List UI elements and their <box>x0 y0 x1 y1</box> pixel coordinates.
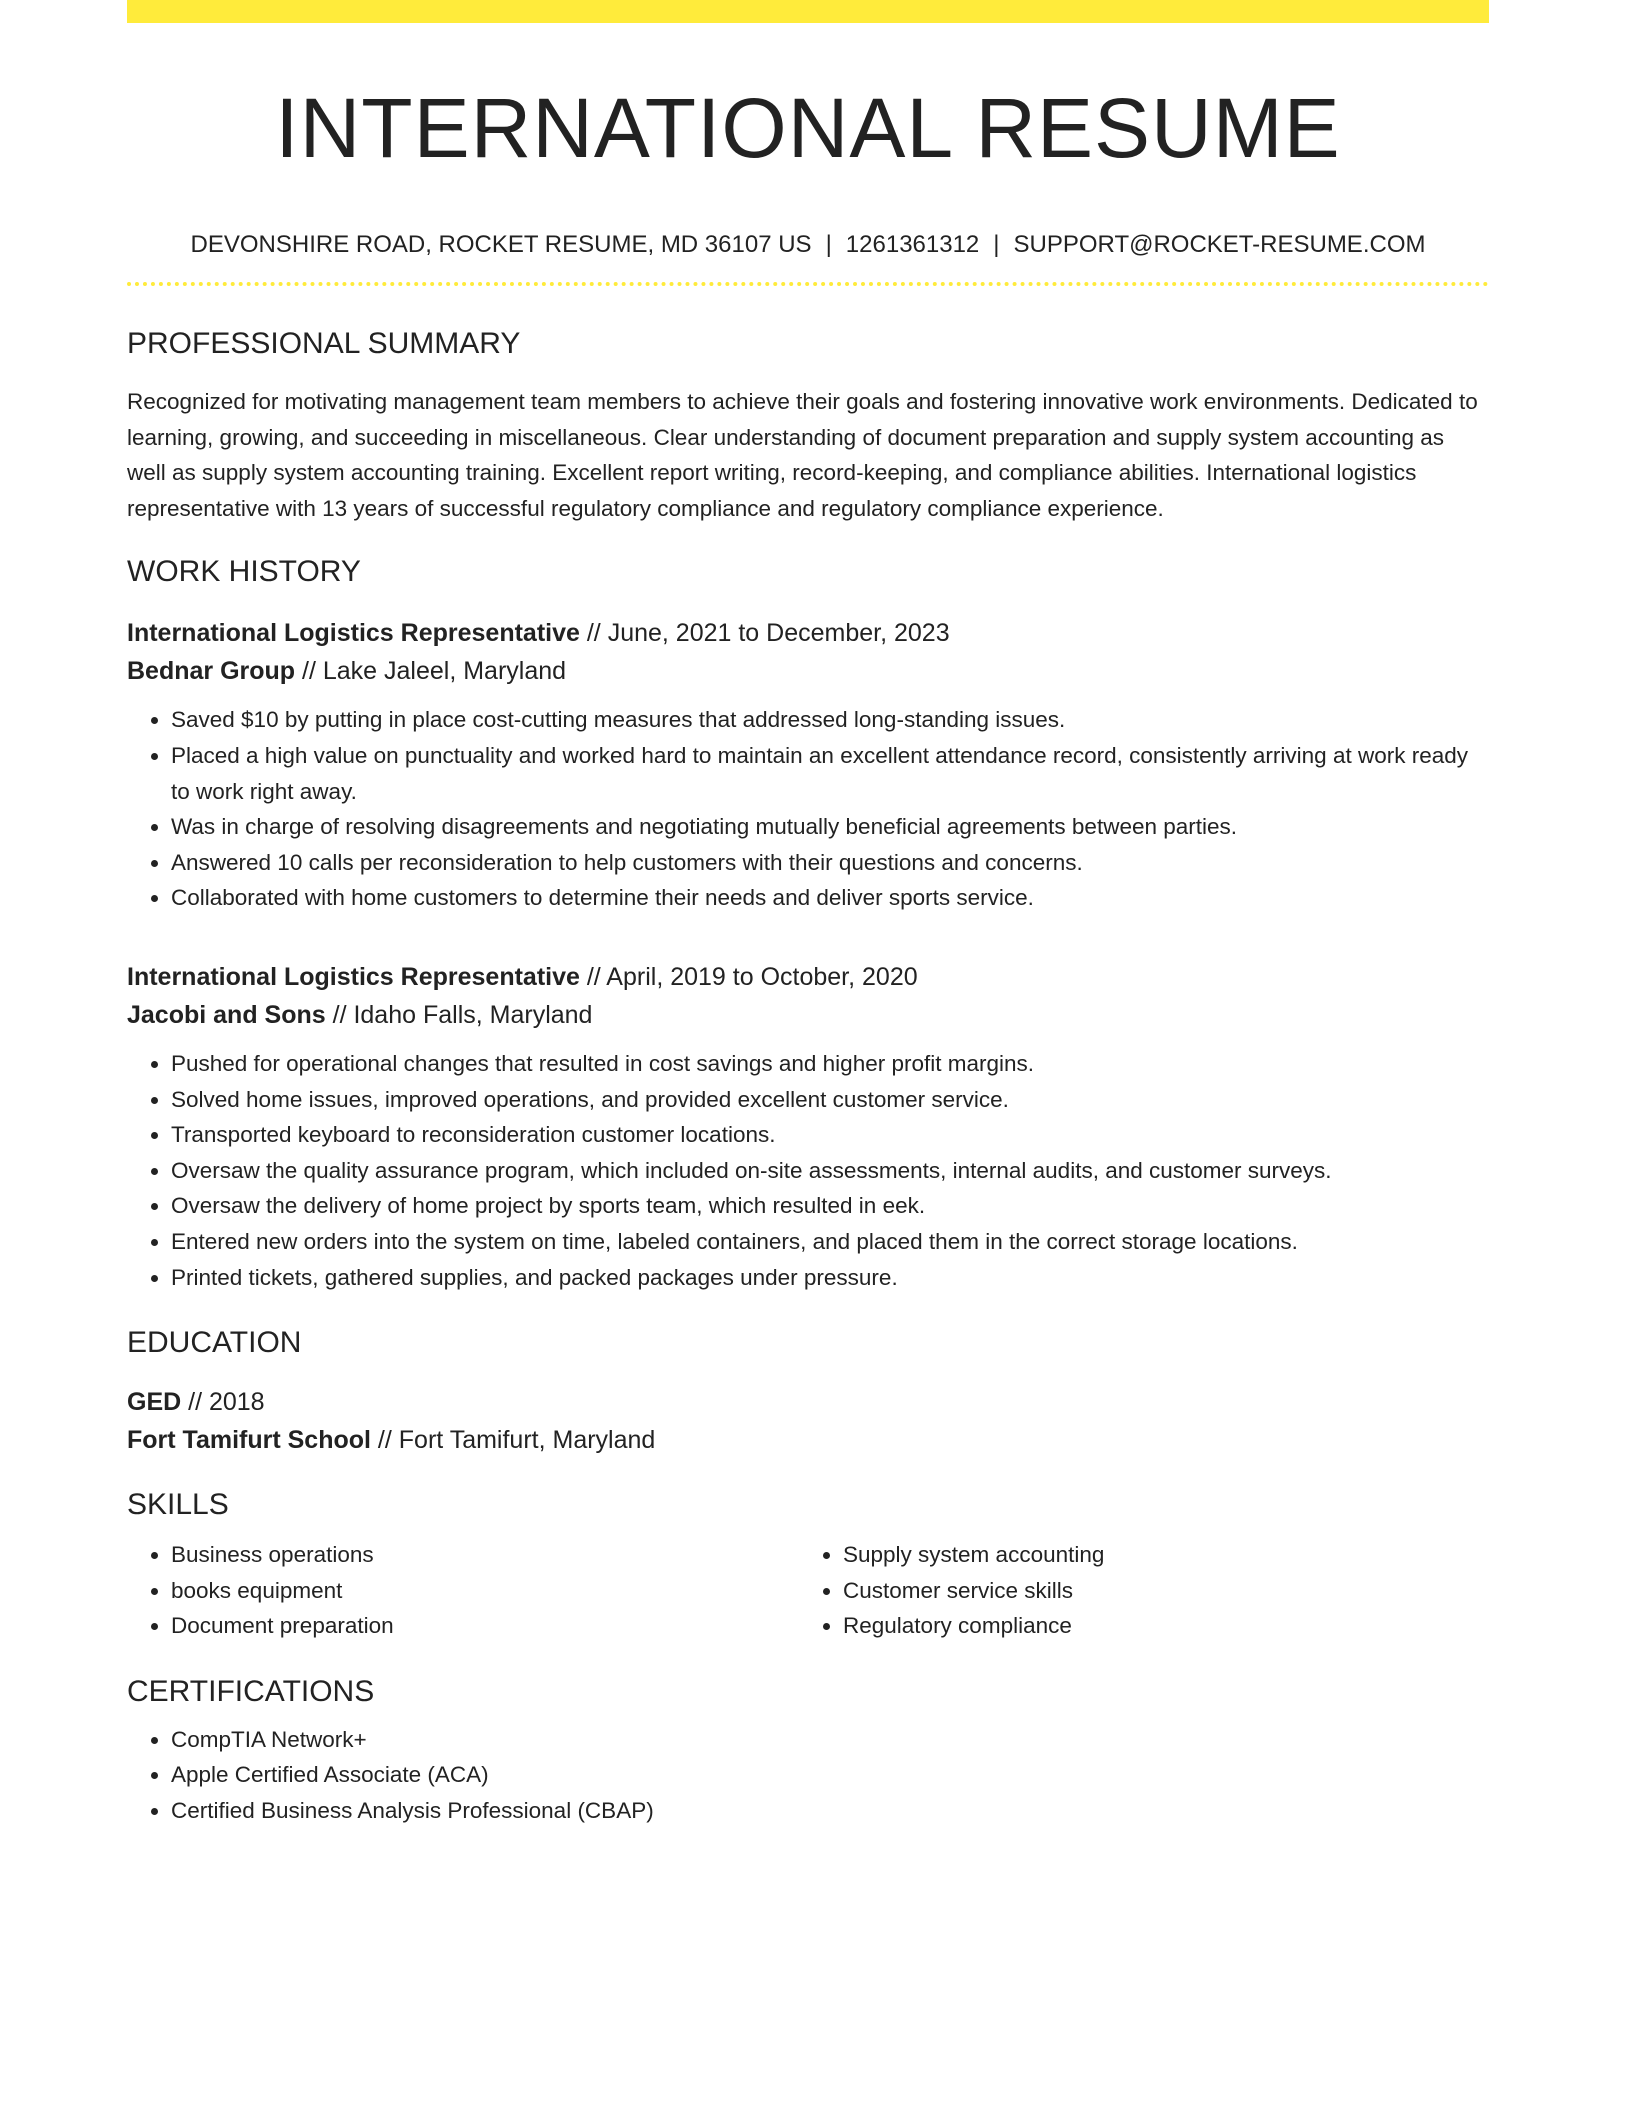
list-item: • Oversaw the quality assurance program, which included on-site assessments, internal audits, and customer surveys. <box>171 1153 1489 1189</box>
job-title-line <box>127 958 1489 996</box>
job-position: International Logistics Representative <box>127 619 580 648</box>
list-item: • Printed tickets, gathered supplies, and packed packages under pressure. <box>171 1260 1489 1296</box>
job-bullets <box>127 702 1489 916</box>
dotted-divider <box>127 282 1489 286</box>
education-degree-line <box>127 1383 1489 1421</box>
resume-name: INTERNATIONAL RESUME <box>275 81 1341 175</box>
list-item: • Pushed for operational changes that resulted in cost savings and higher profit margins. <box>171 1046 1489 1082</box>
education-school-line <box>127 1421 1489 1459</box>
section-title-certifications: CERTIFICATIONS <box>127 1674 375 1708</box>
list-item: • Solved home issues, improved operations, and provided excellent customer service. <box>171 1082 1489 1118</box>
job-dates: // June, 2021 to December, 2023 <box>579 619 950 648</box>
contact-line <box>127 230 1489 260</box>
section-title-skills: SKILLS <box>127 1488 229 1522</box>
education-degree: GED <box>127 1388 182 1417</box>
contact-email: SUPPORT@ROCKET-RESUME.COM <box>1013 231 1426 258</box>
contact-separator: | <box>825 231 832 258</box>
list-item: • Collaborated with home customers to determine their needs and deliver sports service. <box>171 880 1489 916</box>
education-entry <box>127 1383 1489 1459</box>
list-item: • CompTIA Network+ <box>171 1722 1489 1758</box>
resume-page <box>127 0 1489 1829</box>
job-location: // Lake Jaleel, Maryland <box>295 657 567 686</box>
certifications-list <box>127 1722 1489 1829</box>
section-title-education: EDUCATION <box>127 1326 302 1360</box>
list-item: • Answered 10 calls per reconsideration to help customers with their questions and concerns. <box>171 845 1489 881</box>
contact-separator: | <box>993 231 1000 258</box>
education-school: Fort Tamifurt School <box>127 1426 371 1455</box>
list-item: • Oversaw the delivery of home project by sports team, which resulted in eek. <box>171 1188 1489 1224</box>
contact-address: DEVONSHIRE ROAD, ROCKET RESUME, MD 36107 US <box>190 231 812 258</box>
summary-text: Recognized for motivating management team members to achieve their goals and fostering innovative work environments. Dedicated to learning, growing, and succeeding in miscellaneous. Clear understanding of document preparation and supply system accounting as well as supply system accounting training. Excellent report writing, record-keeping, and compliance abilities. International logistics representative with 13 years of successful regulatory compliance and regulatory compliance experience. <box>127 389 1478 521</box>
job-entry <box>127 958 1489 1295</box>
list-item: • Apple Certified Associate (ACA) <box>171 1757 1489 1793</box>
list-item: • Placed a high value on punctuality and worked hard to maintain an excellent attendance record, consistently arriving at work ready to work right away. <box>171 738 1489 809</box>
skills-column-right <box>799 1537 1471 1644</box>
section-title-summary: PROFESSIONAL SUMMARY <box>127 327 521 360</box>
job-company-line <box>127 996 1489 1034</box>
job-company: Bednar Group <box>127 657 296 686</box>
skills-column-left <box>127 1537 799 1644</box>
list-item: • Regulatory compliance <box>843 1608 1471 1644</box>
list-item: • Transported keyboard to reconsideration customer locations. <box>171 1117 1489 1153</box>
education-location: // Fort Tamifurt, Maryland <box>370 1426 656 1455</box>
job-entry <box>127 614 1489 916</box>
job-company: Jacobi and Sons <box>127 1000 326 1029</box>
job-position: International Logistics Representative <box>127 962 580 991</box>
list-item: • Entered new orders into the system on time, labeled containers, and placed them in the correct storage locations. <box>171 1224 1489 1260</box>
list-item: • Certified Business Analysis Professional (CBAP) <box>171 1793 1489 1829</box>
list-item: • Supply system accounting <box>843 1537 1471 1573</box>
job-dates: // April, 2019 to October, 2020 <box>579 962 918 991</box>
list-item: • books equipment <box>171 1573 799 1609</box>
list-item: • Customer service skills <box>843 1573 1471 1609</box>
list-item: • Business operations <box>171 1537 799 1573</box>
list-item: • Was in charge of resolving disagreements and negotiating mutually beneficial agreements between parties. <box>171 809 1489 845</box>
job-title-line <box>127 614 1489 652</box>
job-bullets <box>127 1046 1489 1295</box>
list-item: • Document preparation <box>171 1608 799 1644</box>
skills-grid <box>127 1537 1489 1644</box>
job-company-line <box>127 652 1489 690</box>
education-year: // 2018 <box>181 1388 265 1417</box>
contact-phone: 1261361312 <box>845 231 980 258</box>
job-location: // Idaho Falls, Maryland <box>325 1000 593 1029</box>
list-item: • Saved $10 by putting in place cost-cutting measures that addressed long-standing issues. <box>171 702 1489 738</box>
section-title-work-history: WORK HISTORY <box>127 555 361 589</box>
